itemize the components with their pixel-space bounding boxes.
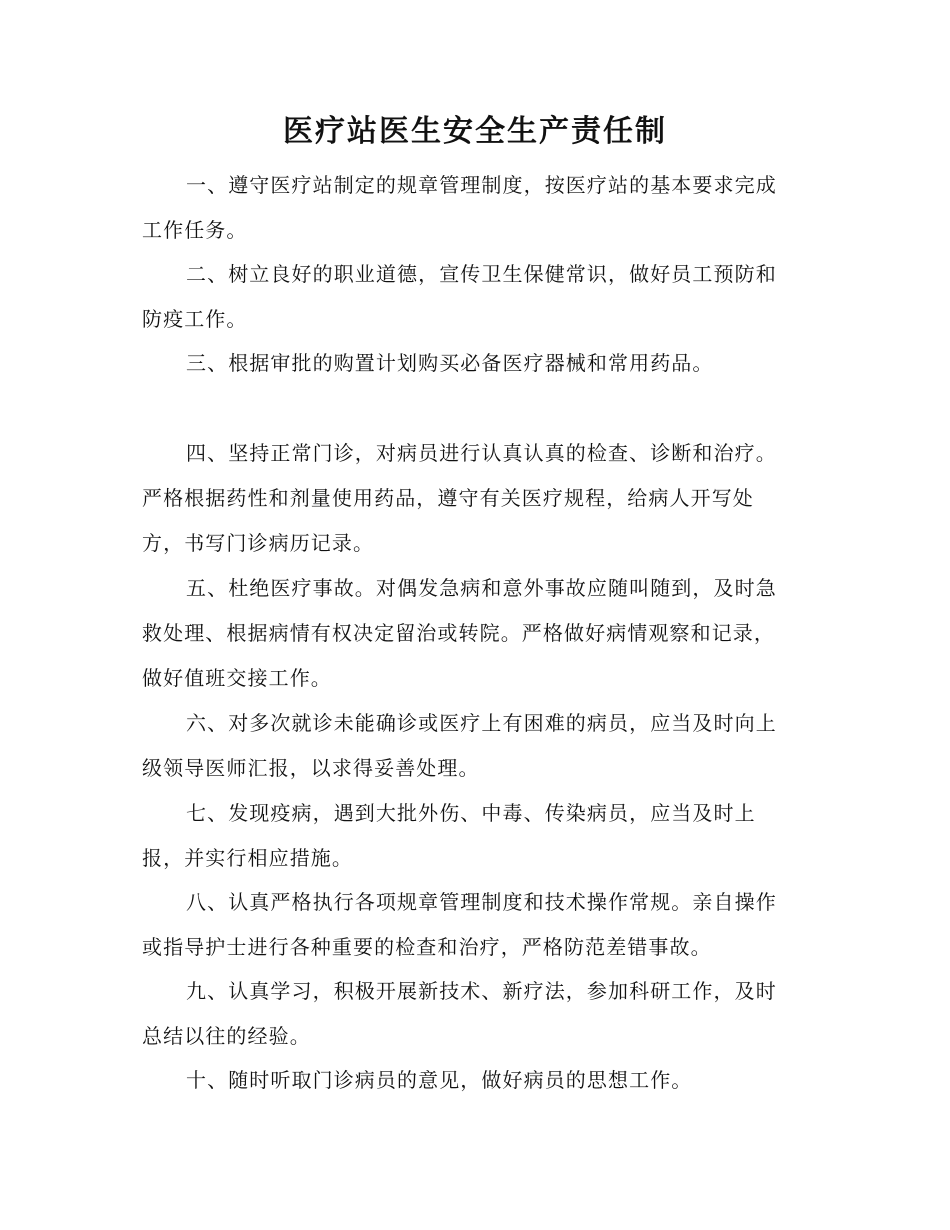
clause-9: 九、认真学习，积极开展新技术、新疗法，参加科研工作，及时总结以往的经验。: [142, 979, 777, 1048]
clause-10: 十、随时听取门诊病员的意见，做好病员的思想工作。: [186, 1068, 693, 1092]
clause-1: 一、遵守医疗站制定的规章管理制度，按医疗站的基本要求完成工作任务。: [142, 173, 777, 242]
clause-4: 四、坚持正常门诊，对病员进行认真认真的检查、诊断和治疗。严格根据药性和剂量使用药品，遵守有关医疗规程，给病人开写处方，书写门诊病历记录。: [142, 441, 777, 555]
clause-2: 二、树立良好的职业道德，宣传卫生保健常识，做好员工预防和防疫工作。: [142, 262, 777, 331]
clause-3: 三、根据审批的购置计划购买必备医疗器械和常用药品。: [186, 351, 714, 375]
clause-6: 六、对多次就诊未能确诊或医疗上有困难的病员，应当及时向上级领导医师汇报，以求得妥善处理。: [142, 711, 777, 780]
clause-7: 七、发现疫病，遇到大批外伤、中毒、传染病员，应当及时上报，并实行相应措施。: [142, 801, 756, 870]
document-title: 医疗站医生安全生产责任制: [283, 114, 667, 149]
clause-8: 八、认真严格执行各项规章管理制度和技术操作常规。亲自操作或指导护士进行各种重要的检查和治疗，严格防范差错事故。: [142, 890, 777, 959]
clause-5: 五、杜绝医疗事故。对偶发急病和意外事故应随叫随到，及时急救处理、根据病情有权决定留治或转院。严格做好病情观察和记录，做好值班交接工作。: [142, 576, 777, 690]
